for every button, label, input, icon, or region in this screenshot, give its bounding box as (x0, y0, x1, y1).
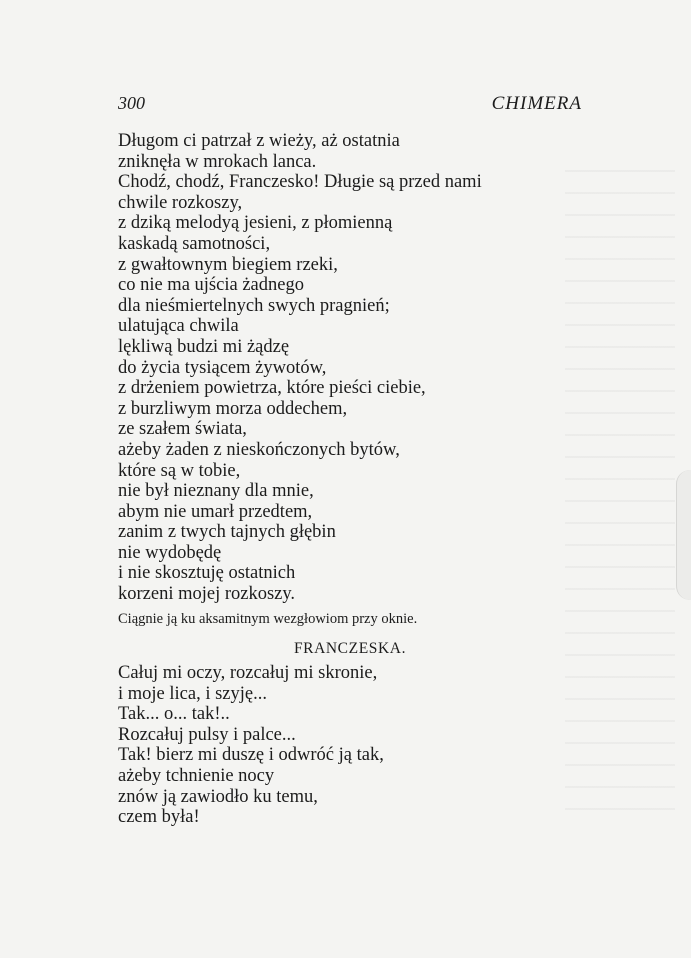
verse-line: chwile rozkoszy, (118, 192, 243, 213)
running-title: CHIMERA (491, 93, 582, 114)
verse-line: ulatująca chwila (118, 316, 239, 337)
page-number: 300 (118, 93, 145, 113)
verse-line: z drżeniem powietrza, które pieści ciebie, (118, 378, 426, 399)
verse-line: nie był nieznany dla mnie, (118, 481, 314, 502)
verse-line: ze szałem świata, (118, 419, 247, 440)
verse-line: Chodź, chodź, Franczesko! Długie są przed nami (118, 172, 482, 193)
verse-line: które są w tobie, (118, 460, 241, 481)
stage-direction: Ciągnie ją ku aksamitnym wezgłowiom przy oknie. (118, 611, 418, 627)
bleed-through-text (565, 150, 675, 830)
verse-line: zniknęła w mrokach lanca. (118, 151, 317, 172)
verse-line: ażeby tchnienie nocy (118, 765, 275, 786)
verse-line: Długom ci patrzał z wieży, aż ostatnia (118, 131, 400, 151)
verse-line: Całuj mi oczy, rozcałuj mi skronie, (118, 663, 378, 683)
verse-line: ażeby żaden z nieskończonych bytów, (118, 439, 400, 460)
verse-line: abym nie umarł przedtem, (118, 501, 313, 522)
verse-line: do życia tysiącem żywotów, (118, 357, 327, 378)
speaker-name: FRANCZESKA. (293, 640, 407, 657)
verse-line: i nie skosztuję ostatnich (118, 563, 296, 584)
verse-line: nie wydobędę (118, 542, 222, 563)
running-head (118, 93, 582, 115)
verse-line: Tak! bierz mi duszę i odwróć ją tak, (118, 745, 384, 766)
verse-line: znów ją zawiodło ku temu, (118, 786, 318, 807)
verse-line: Rozcałuj pulsy i palce... (118, 724, 296, 745)
verse-line: Tak... o... tak!.. (118, 704, 230, 725)
verse-line: zanim z twych tajnych głębin (118, 522, 336, 543)
page-edge-shadow (676, 470, 691, 600)
verse-line: kaskadą samotności, (118, 233, 271, 254)
verse-block-2 (118, 663, 384, 828)
verse-line: lękliwą budzi mi żądzę (118, 336, 290, 357)
verse-line: dla nieśmiertelnych swych pragnień; (118, 295, 390, 316)
verse-line: z gwałtownym biegiem rzeki, (118, 254, 338, 275)
verse-line: z burzliwym morza oddechem, (118, 398, 348, 419)
verse-block-1 (118, 131, 482, 605)
verse-line: z dziką melodyą jesieni, z płomienną (118, 213, 393, 234)
verse-line: czem była! (118, 807, 200, 828)
verse-line: korzeni mojej rozkoszy. (118, 584, 296, 605)
verse-line: co nie ma ujścia żadnego (118, 275, 304, 296)
verse-line: i moje lica, i szyję... (118, 683, 267, 704)
